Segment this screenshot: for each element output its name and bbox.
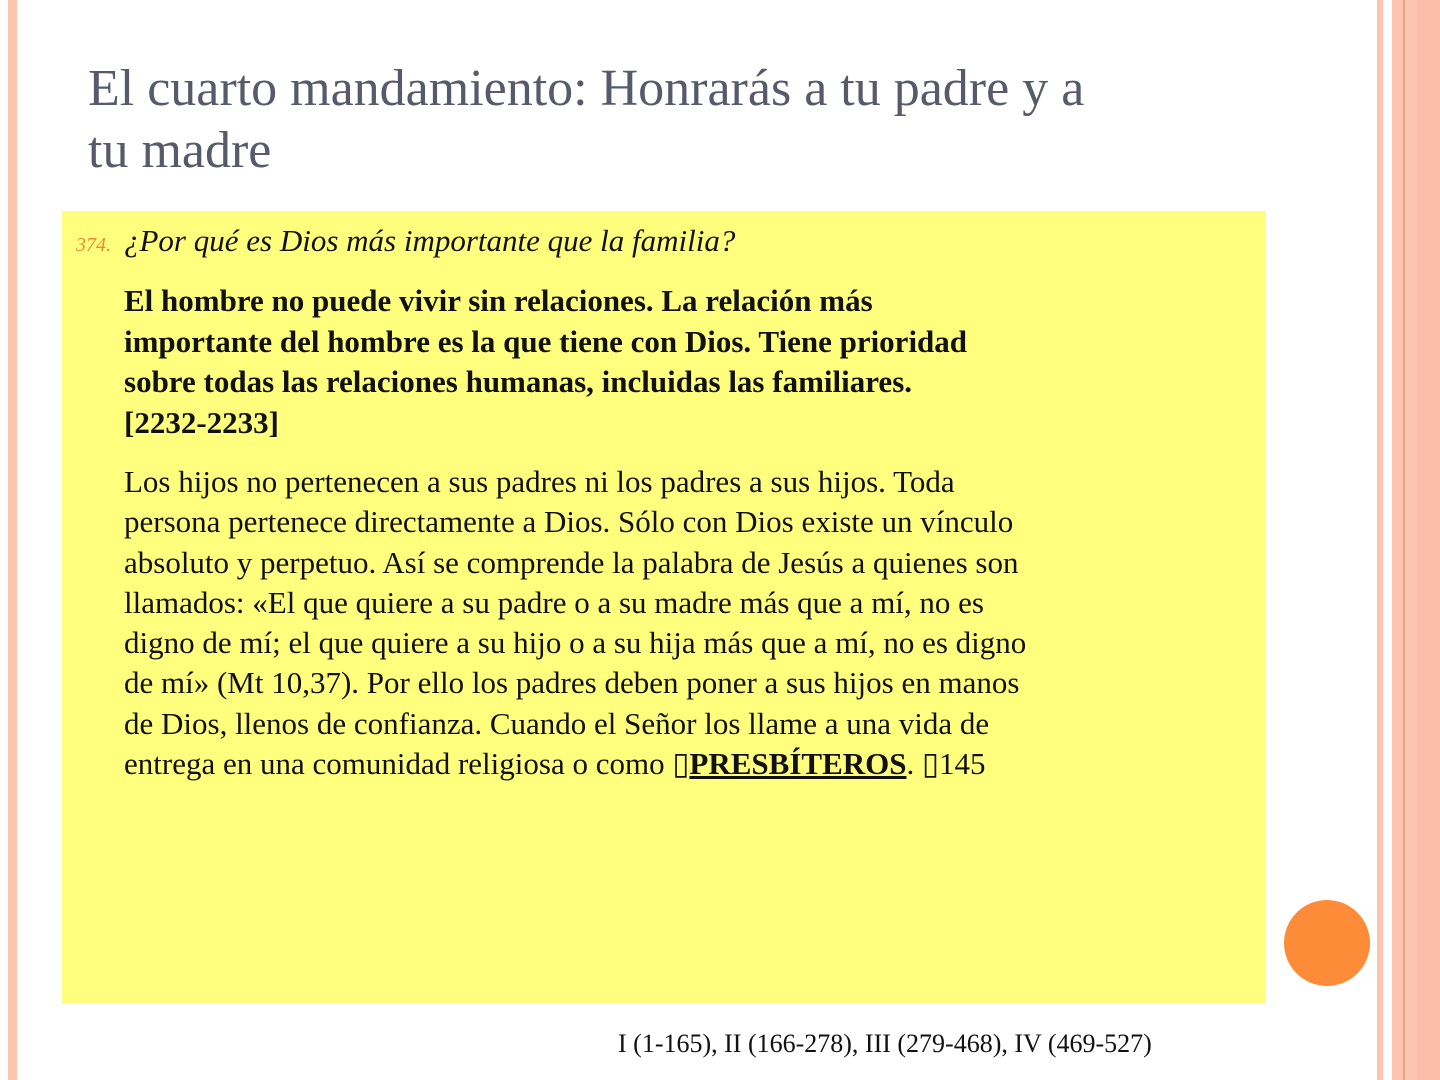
answer-body-line: absoluto y perpetuo. Así se comprende la palabra de Jesús a quienes son <box>124 544 1019 580</box>
orange-circle-decoration <box>1284 900 1370 986</box>
slide-title-line-1: El cuarto mandamiento: Honrarás a tu padre y a <box>88 60 1085 117</box>
right-decorative-band-outer <box>1417 0 1440 1080</box>
footer-section-reference: I (1-165), II (166-278), III (279-468), IV (469-527) <box>618 1029 1152 1058</box>
answer-body-last-line <box>124 744 1254 784</box>
answer-body-line: de mí» (Mt 10,37). Por ello los padres deben poner a sus hijos en manos <box>124 665 1020 701</box>
last-line-prefix: entrega en una comunidad religiosa o como ▯ <box>124 746 690 782</box>
answer-summary-reference: [2232-2233] <box>124 404 279 440</box>
question-text: ¿Por qué es Dios más importante que la familia? <box>124 223 736 258</box>
answer-summary-line: sobre todas las relaciones humanas, incluidas las familiares. <box>124 364 913 399</box>
answer-summary <box>124 281 1254 443</box>
answer-body-line: Los hijos no pertenecen a sus padres ni los padres a sus hijos. Toda <box>124 464 955 499</box>
question-number: 374. <box>76 234 111 256</box>
answer-body-line: llamados: «El que quiere a su padre o a su madre más que a mí, no es <box>124 584 984 620</box>
answer-summary-line: importante del hombre es la que tiene con Dios. Tiene prioridad <box>124 323 968 359</box>
question-row <box>76 223 735 259</box>
answer-summary-line: El hombre no puede vivir sin relaciones. La relación más <box>124 283 873 318</box>
content-box <box>62 211 1266 1004</box>
slide-title <box>88 58 1318 182</box>
answer-body-line: digno de mí; el que quiere a su hijo o a su hija más que a mí, no es digno <box>124 625 1027 661</box>
answer-body-line: persona pertenece directamente a Dios. Sólo con Dios existe un vínculo <box>124 504 1014 540</box>
left-decorative-stripe <box>8 0 17 1080</box>
presbiteros-link[interactable]: PRESBÍTEROS <box>689 746 907 782</box>
last-line-suffix: . ▯145 <box>906 746 986 782</box>
answer-body-line: de Dios, llenos de confianza. Cuando el Señor los llame a una vida de <box>124 705 990 741</box>
answer-body <box>124 462 1254 784</box>
right-decorative-gap <box>1383 0 1392 1080</box>
right-decorative-line <box>1403 0 1405 1080</box>
slide-title-line-2: tu madre <box>88 122 272 179</box>
